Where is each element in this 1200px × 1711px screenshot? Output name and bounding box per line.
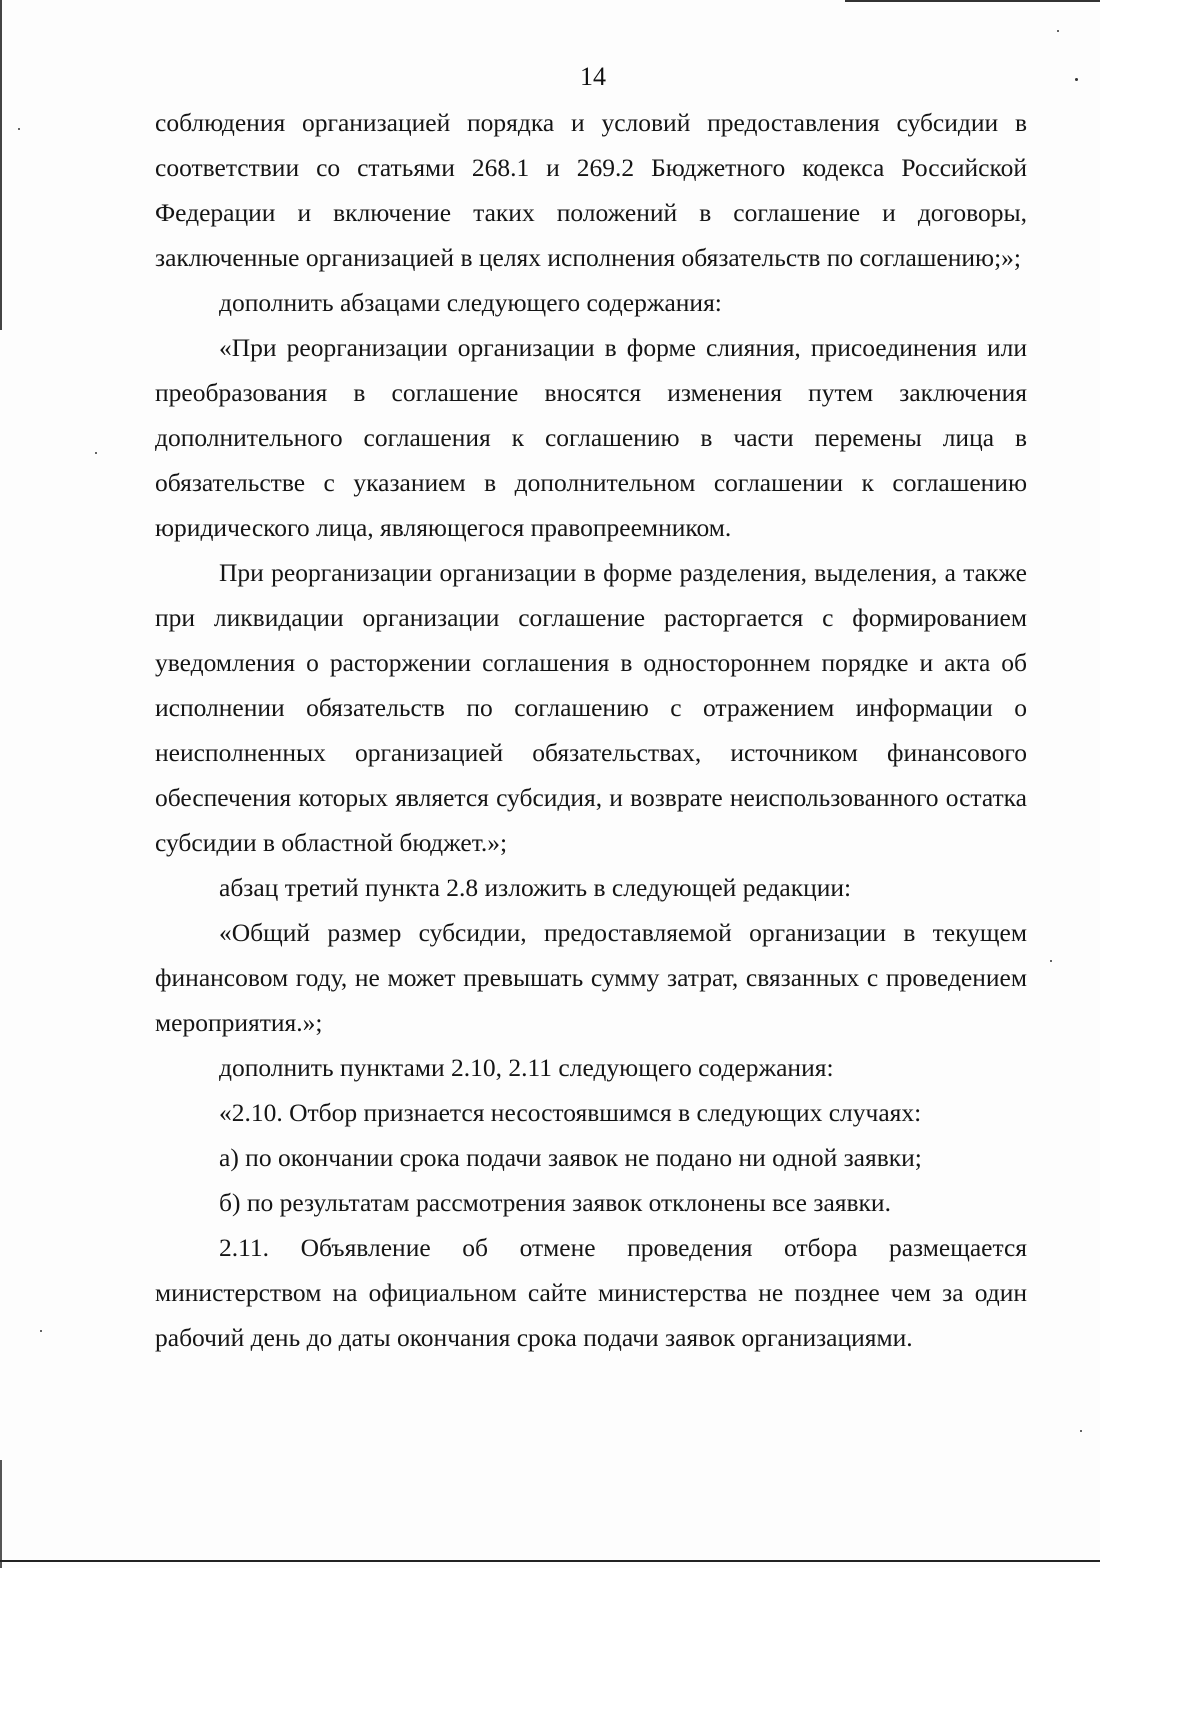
scan-speck — [1057, 30, 1059, 32]
scan-edge-left-lower — [0, 1460, 2, 1568]
paragraph-clause-2-10: «2.10. Отбор признается несостоявшимся в следующих случаях: — [219, 1098, 922, 1127]
scan-speck — [18, 128, 20, 130]
scan-speck — [1050, 960, 1052, 962]
scan-edge-top — [845, 0, 1100, 2]
page-number: 14 — [580, 62, 606, 91]
scan-speck — [1080, 1430, 1082, 1432]
paragraph-clauses-2-10-2-11-intro: дополнить пунктами 2.10, 2.11 следующего содержания: — [219, 1053, 834, 1082]
paragraph-clause-2-8-intro: абзац третий пункта 2.8 изложить в следующей редакции: — [219, 873, 852, 902]
paragraph-reorganization-merger: «При реорганизации организации в форме слияния, присоединения или преобразования в соглашение вносятся изменения путем заключения дополнительного соглашения к соглашению в части перемены лица в обязательстве с указанием в дополнительном соглашении к соглашению юридического лица, являющегося правопреемником. — [155, 333, 1027, 542]
scan-edge-left — [0, 0, 2, 330]
document-body — [155, 100, 1027, 1360]
paragraph-subsidy-size: «Общий размер субсидии, предоставляемой организации в текущем финансовом году, не может превышать сумму затрат, связанных с проведением мероприятия.»; — [155, 918, 1027, 1037]
list-item-a: а) по окончании срока подачи заявок не подано ни одной заявки; — [219, 1143, 922, 1172]
scan-speck — [40, 1330, 42, 1332]
paragraph-reorganization-division: При реорганизации организации в форме разделения, выделения, а также при ликвидации организации соглашение расторгается с формированием уведомления о расторжении соглашения в одностороннем порядке и акта об исполнении обязательств по соглашению с отражением информации о неисполненных организацией обязательствах, источником финансового обеспечения которых является субсидия, и возврате неиспользованного остатка субсидии в областной бюджет.»; — [155, 558, 1027, 857]
paragraph-clause-2-11: 2.11. Объявление об отмене проведения отбора размещается министерством на официальном сайте министерства не позднее чем за один рабочий день до даты окончания срока подачи заявок организациями. — [155, 1233, 1027, 1352]
scan-speck — [95, 452, 97, 454]
paragraph-amendment-intro: дополнить абзацами следующего содержания: — [219, 288, 722, 317]
scan-edge-bottom — [0, 1560, 1100, 1562]
list-item-b: б) по результатам рассмотрения заявок отклонены все заявки. — [219, 1188, 891, 1217]
paragraph-continuation: соблюдения организацией порядка и условий предоставления субсидии в соответствии со статьями 268.1 и 269.2 Бюджетного кодекса Российской Федерации и включение таких положений в соглашение и договоры, заключенные организацией в целях исполнения обязательств по соглашению;»; — [155, 108, 1027, 272]
